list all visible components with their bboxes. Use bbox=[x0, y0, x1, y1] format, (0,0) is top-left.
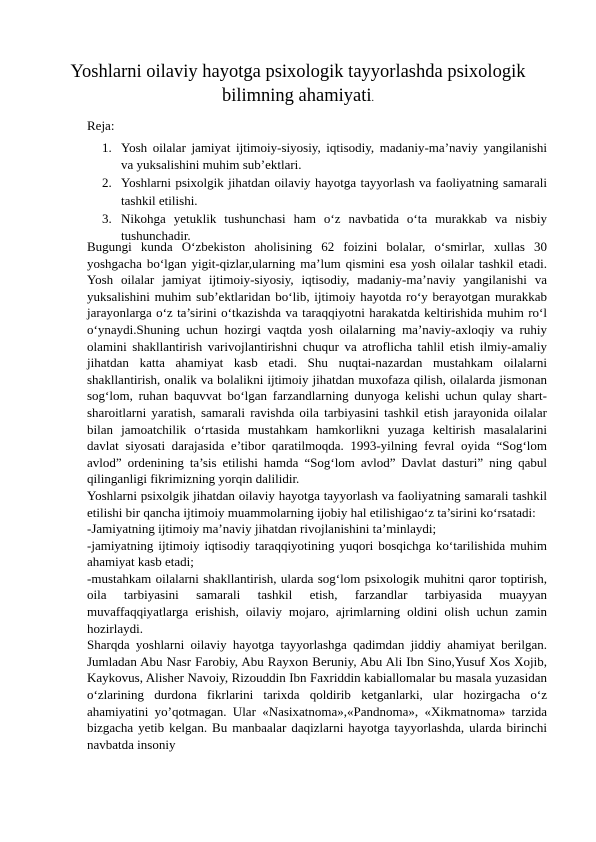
plan-item-text: Yoshlarni psixolgik jihatdan oilaviy hayotga tayyorlash va faoliyatning samarali tashkil etilishi. bbox=[121, 175, 547, 208]
body-paragraph: -mustahkam oilalarni shakllantirish, ularda sog‘lom psixologik muhitni qaror toptirish, oila tarbiyasini samarali tashkil etish, farzandlar tarbiyasida muayyan muvaffaqqiyatlarga erishish, oilaviy mojaro, ajrimlarning oldini olish uchun zamin hozirlaydi. bbox=[87, 570, 547, 636]
title-end: . bbox=[371, 93, 375, 104]
body-paragraph: Sharqda yoshlarni oilaviy hayotga tayyorlashga qadimdan jiddiy ahamiyat berilgan. Jumladan Abu Nasr Farobiy, Abu Rayxon Beruniy, Abu Ali Ibn Sino,Yusuf Xos Xojib, Kaykovus, Alisher Navoiy, Rizouddin Ibn Faxriddin kabiallomalar bu masala yuzasidan o‘zlarining durdona fikrlarini tarixda qoldirib ketganlarki, ular hozirgacha o‘z ahamiyatini yo’qotmagan. Ular «Nasixatnoma»,«Pandnoma», «Xikmatnoma» tarzida bizgacha yetib kelgan. Bu manbaalar daqizlarni hayotga tayyorlashda, ularda birinchi navbatda insoniy bbox=[87, 637, 547, 752]
document-body bbox=[87, 239, 547, 753]
plan-item-number: 1. bbox=[102, 140, 112, 155]
title-text: Yoshlarni oilaviy hayotga psixologik tayyorlashda psixologik bilimning ahamiyati bbox=[70, 62, 526, 106]
body-paragraph: -Jamiyatning ijtimoiy ma’naviy jihatdan rivojlanishini ta’minlaydi; bbox=[87, 521, 437, 537]
plan-label: Reja: bbox=[87, 118, 115, 133]
plan-item-number: 2. bbox=[102, 175, 112, 191]
plan-item bbox=[87, 174, 547, 208]
body-paragraph: -jamiyatning ijtimoiy iqtisodiy taraqqiyotining yuqori bosqichga ko‘tarilishida muhim ahamiyat kasb etadi; bbox=[87, 537, 547, 570]
plan-list bbox=[87, 139, 547, 245]
plan-item bbox=[87, 139, 547, 173]
plan-item-number: 3. bbox=[102, 210, 112, 226]
body-paragraph: Yoshlarni psixolgik jihatdan oilaviy hayotga tayyorlash va faoliyatning samarali tashkil etilishi bir qancha ijtimoiy muammolarning ijobiy hal etilishigao‘z ta’sirini ko‘rsatadi: bbox=[87, 487, 547, 520]
plan-item-text: Nikohga yetuklik tushunchasi ham o‘z navbatida o‘ta murakkab va nisbiy tushunchadir. bbox=[121, 210, 547, 244]
document-title bbox=[60, 60, 536, 111]
body-paragraph: Bugungi kunda O‘zbekiston aholisining 62 foizini bolalar, o‘smirlar, xullas 30 yoshgacha bo‘lgan yigit-qizlar,ularning ma’lum qismini esa yosh oilalar tashkil etadi. Yosh oilalar jamiyat ijtimoiy-siyosiy, iqtisodiy, madaniy-ma’naviy yangilanishi va yuksalishini muhim sub’ektlaridan bo‘lib, ijtimoiy hayotda ro‘y berayotgan murakkab jarayonlarga o‘z ta’sirini o‘tkazishda va taraqqiyotni harakatda keltirishida muhim ro‘l o‘ynaydi.Shuning uchun hozirgi vaqtda yosh oilalarning ma’naviy-axloqiy va ruhiy olamini shakllantirish varivojlantirishni chuqur va atroflicha tahlil etish ilmiy-amaliy jihatdan katta ahamiyat kasb etadi. Shu nuqtai-nazardan mustahkam oilalarni shakllantirish, onalik va bolalikni ijtimoiy jihatdan muxofaza qilish, oilalarda jismonan sog‘lom, ruhan baquvvat bo‘lgan farzandlarning dunyoga kelishi uchun qulay shart-sharoitlarni yaratish, samarali ravishda oila tarbiyasini tashkil etish jarayonida oilalar bilan jamoatchilik o‘rtasida mustahkam hamkorlikni yuzaga keltirish masalalarini davlat siyosati darajasida e’tibor qaratilmoqda. 1993-yilning fevral oyida “Sog‘lom avlod” ordenining ta’sis etilishi hamda “Sog‘lom avlod” Davlat dasturi” ning qabul qilinganligi fikrimizning yorqin dalilidir. bbox=[87, 239, 547, 487]
plan-item-text: Yosh oilalar jamiyat ijtimoiy-siyosiy, iqtisodiy, madaniy-ma’naviy yangilanishi va yuksalishini muhim sub’ektlari. bbox=[121, 140, 547, 173]
